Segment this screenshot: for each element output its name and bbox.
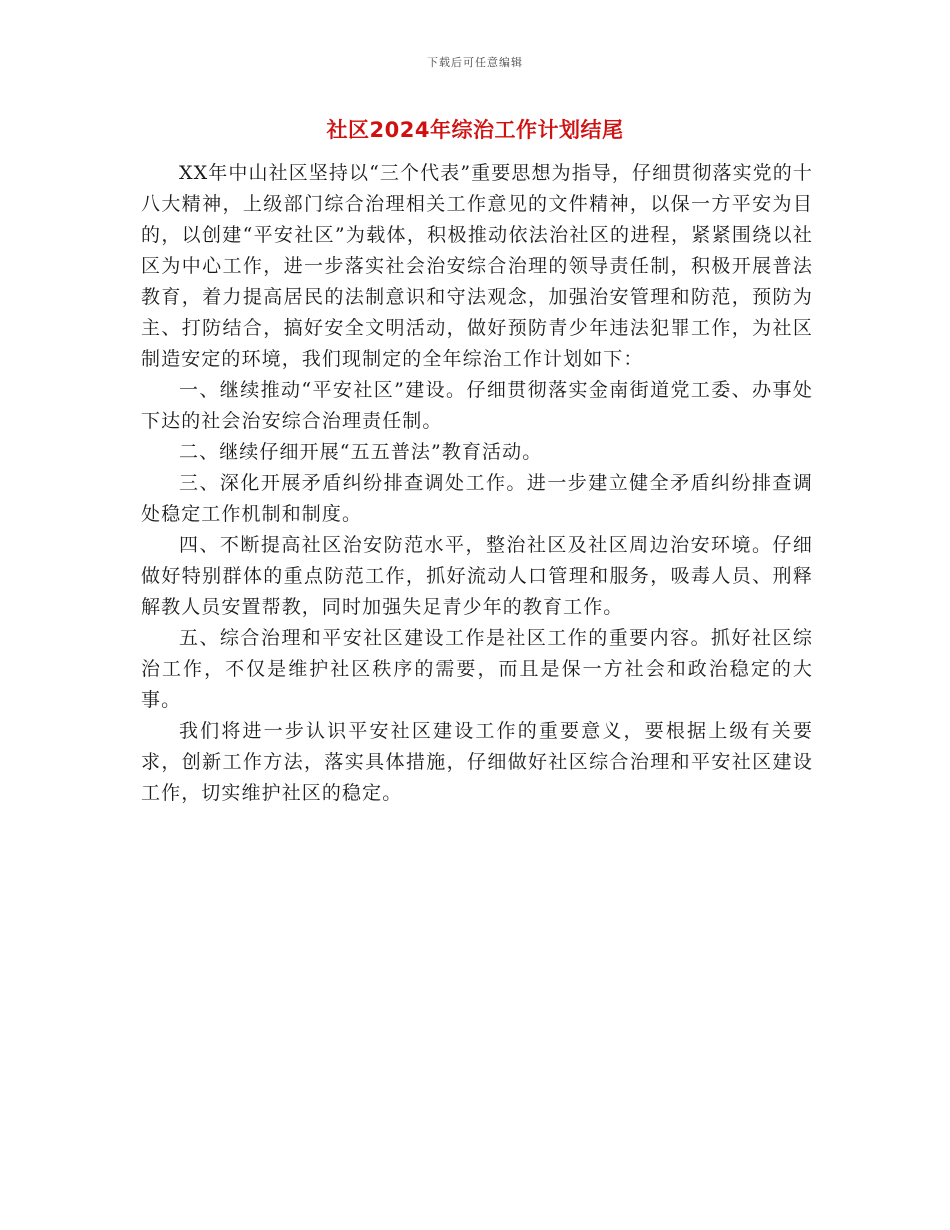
paragraph-item-4: 四、不断提高社区治安防范水平，整治社区及社区周边治安环境。仔细做好特别群体的重点防范工作，抓好流动人口管理和服务，吸毒人员、刑释解教人员安置帮教，同时加强失足青少年的教育工作。 — [141, 534, 813, 618]
header-note: 下载后可任意编辑 — [427, 56, 523, 69]
document-body — [141, 158, 813, 809]
paragraph-item-1: 一、继续推动“平安社区”建设。仔细贯彻落实金南街道党工委、办事处下达的社会治安综合治理责任制。 — [141, 379, 813, 432]
paragraph-item-5: 五、综合治理和平安社区建设工作是社区工作的重要内容。抓好社区综治工作，不仅是维护社区秩序的需要，而且是保一方社会和政治稳定的大事。 — [141, 627, 813, 711]
paragraph-item-3: 三、深化开展矛盾纠纷排查调处工作。进一步建立健全矛盾纠纷排查调处稳定工作机制和制度。 — [141, 472, 813, 525]
document-title: 社区2024年综治工作计划结尾 — [326, 118, 624, 142]
paragraph-conclusion: 我们将进一步认识平安社区建设工作的重要意义，要根据上级有关要求，创新工作方法，落实具体措施，仔细做好社区综合治理和平安社区建设工作，切实维护社区的稳定。 — [141, 720, 813, 804]
paragraph-intro: XX年中山社区坚持以“三个代表”重要思想为指导，仔细贯彻落实党的十八大精神，上级部门综合治理相关工作意见的文件精神，以保一方平安为目的，以创建“平安社区”为载体，积极推动依法治社区的进程，紧紧围绕以社区为中心工作，进一步落实社会治安综合治理的领导责任制，积极开展普法教育，着力提高居民的法制意识和守法观念，加强治安管理和防范，预防为主、打防结合，搞好安全文明活动，做好预防青少年违法犯罪工作，为社区制造安定的环境，我们现制定的全年综治工作计划如下： — [141, 162, 813, 370]
paragraph-item-2: 二、继续仔细开展“五五普法”教育活动。 — [179, 441, 543, 463]
